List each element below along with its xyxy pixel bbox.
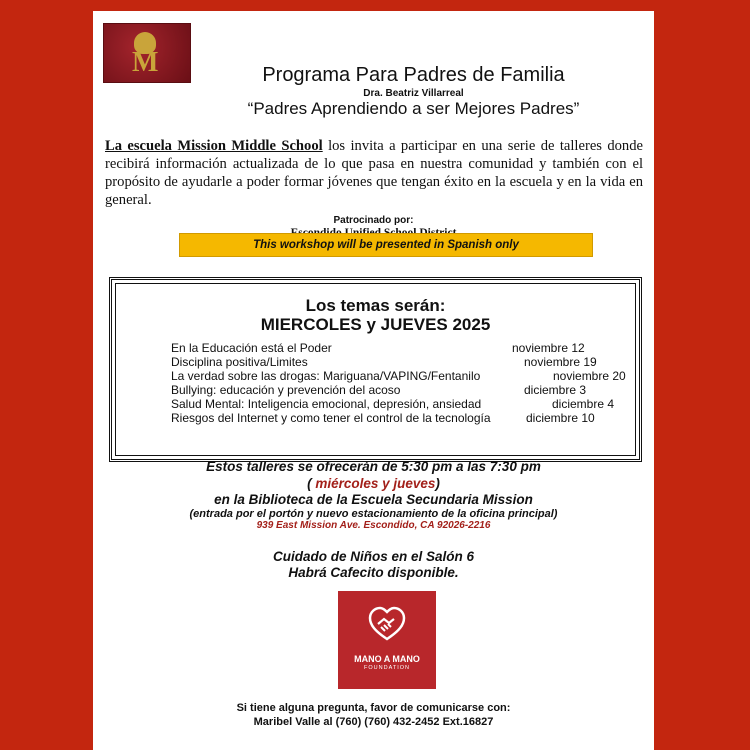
sponsor-label: Patrocinado por: (333, 215, 414, 226)
workshop-entrance: (entrada por el portón y nuevo estacionamiento de la oficina principal) (189, 508, 558, 520)
topics-list (171, 341, 626, 425)
topics-heading: Los temas serán: (305, 296, 446, 315)
workshop-address: 939 East Mission Ave. Escondido, CA 92026-2216 (256, 520, 491, 531)
list-item (171, 383, 611, 397)
program-title: Programa Para Padres de Familia (262, 64, 565, 86)
topic-name: Salud Mental: Inteligencia emocional, depresión, ansiedad (171, 397, 482, 411)
coffee-note: Habrá Cafecito disponible. (288, 565, 459, 580)
topic-date: noviembre 12 (512, 341, 585, 355)
workshop-time: Estos talleres se ofrecerán de 5:30 pm a las 7:30 pm (206, 459, 541, 474)
topic-name: La verdad sobre las drogas: Mariguana/VAPING/Fentanilo (171, 369, 481, 383)
contact-line-2: Maribel Valle al (760) (760) 432-2452 Ext.16827 (253, 716, 494, 728)
workshop-days (93, 476, 654, 491)
list-item (171, 355, 611, 369)
childcare-note: Cuidado de Niños en el Salón 6 (272, 549, 475, 564)
topics-subheading: MIERCOLES y JUEVES 2025 (260, 315, 491, 334)
topic-name: Riesgos del Internet y como tener el control de la tecnología (171, 411, 491, 425)
workshop-days-highlight: miércoles y jueves (315, 476, 436, 491)
list-item (171, 341, 611, 355)
intro-text: los invita a participar en una serie de talleres donde recibirá información actualizada de lo que pasa en nuestra comunidad y también con el propósito de ayudarle a poder formar jóvenes que tengan éxito en la escuela y en la vida en general. (105, 138, 644, 208)
topic-date: diciembre 4 (552, 397, 615, 411)
topic-name: Disciplina positiva/Limites (171, 355, 308, 369)
heart-handshake-icon (367, 605, 407, 645)
topic-name: En la Educación está el Poder (171, 341, 332, 355)
program-author: Dra. Beatriz Villarreal (363, 88, 464, 99)
intro-paragraph (105, 137, 643, 209)
logo-letter: M (132, 47, 159, 78)
foundation-name: MANO A MANO (354, 654, 420, 664)
list-item (171, 411, 611, 425)
mano-a-mano-logo (338, 591, 436, 689)
flyer-page (93, 11, 654, 750)
topic-date: diciembre 3 (524, 383, 587, 397)
list-item (171, 397, 615, 411)
topic-date: noviembre 19 (524, 355, 597, 369)
list-item (171, 369, 626, 383)
topic-date: noviembre 20 (553, 369, 626, 383)
topics-box (109, 277, 642, 462)
workshop-place: en la Biblioteca de la Escuela Secundaria Mission (214, 492, 533, 507)
topics-box-inner (115, 283, 636, 456)
contact-line-1: Si tiene alguna pregunta, favor de comunicarse con: (236, 702, 511, 714)
topic-name: Bullying: educación y prevención del acoso (171, 383, 401, 397)
program-motto: “Padres Aprendiendo a ser Mejores Padres” (247, 99, 580, 118)
spanish-only-banner: This workshop will be presented in Spanish only (179, 233, 593, 257)
foundation-sub: FOUNDATION (364, 665, 410, 671)
days-open: ( (307, 476, 316, 491)
school-name: La escuela Mission Middle School (105, 138, 323, 154)
topic-date: diciembre 10 (526, 411, 595, 425)
days-close: ) (435, 476, 440, 491)
